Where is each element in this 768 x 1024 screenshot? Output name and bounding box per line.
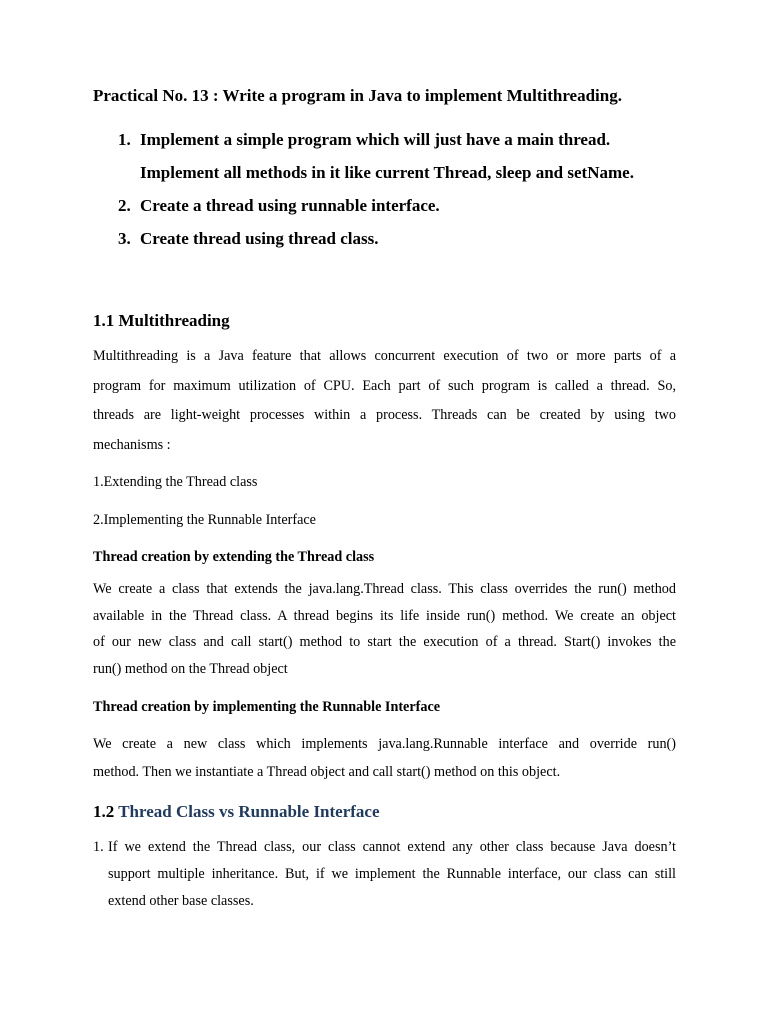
section-number: 1.2 (93, 802, 115, 821)
paragraph-line: method. Then we instantiate a Thread object and call start() method on this object. (93, 764, 561, 780)
extending-thread-paragraph (93, 576, 676, 682)
paragraph-line: mechanisms : (93, 436, 171, 453)
task-text: Implement a simple program which will just have a main thread. (140, 130, 611, 149)
paragraph-line: Multithreading is a Java feature that allows concurrent execution of two or more parts of a (93, 348, 676, 364)
paragraph-line: of our new class and call start() method to start the execution of a thread. Start() invokes the (93, 634, 676, 650)
task-item-1 (118, 130, 678, 154)
paragraph-line: threads are light-weight processes within a process. Threads can be created by using two (93, 407, 676, 423)
task-number: 1. (118, 130, 131, 149)
paragraph-line: extend other base classes. (108, 893, 254, 909)
paragraph-line: We create a class that extends the java.lang.Thread class. This class overrides the run() method (93, 581, 676, 597)
paragraph-line: run() method on the Thread object (93, 660, 288, 677)
task-item-3 (118, 229, 678, 253)
paragraph-line: available in the Thread class. A thread begins its life inside run() method. We create an object (93, 607, 676, 624)
task-text: Create thread using thread class. (140, 229, 379, 248)
list-number: 1. (93, 839, 104, 855)
task-number: 2. (118, 196, 131, 215)
task-text: Create a thread using runnable interface. (140, 196, 440, 215)
subheading-extending-thread: Thread creation by extending the Thread class (93, 549, 375, 565)
paragraph-line: If we extend the Thread class, our class cannot extend any other class because Java doesn’t (108, 839, 676, 855)
list-body (108, 834, 676, 915)
mechanism-item-1: 1.Extending the Thread class (93, 474, 258, 490)
practical-title: Practical No. 13 : Write a program in Java to implement Multithreading. (93, 86, 622, 105)
section-heading-multithreading: 1.1 Multithreading (93, 311, 230, 330)
intro-paragraph (93, 342, 676, 460)
task-number: 3. (118, 229, 131, 248)
task-item-1-continued (118, 163, 678, 187)
paragraph-line: support multiple inheritance. But, if we implement the Runnable interface, our class can still (108, 866, 676, 882)
task-item-2 (118, 196, 678, 220)
section-title: Thread Class vs Runnable Interface (118, 802, 380, 821)
paragraph-line: program for maximum utilization of CPU. Each part of such program is called a thread. So, (93, 377, 676, 394)
subheading-runnable-interface: Thread creation by implementing the Runnable Interface (93, 699, 441, 715)
section-heading-thread-vs-runnable (93, 802, 380, 822)
runnable-paragraph (93, 730, 676, 786)
mechanism-item-2: 2.Implementing the Runnable Interface (93, 512, 316, 528)
paragraph-line: We create a new class which implements java.lang.Runnable interface and override run() (93, 736, 676, 752)
comparison-item-1 (93, 834, 676, 918)
task-text: Implement all methods in it like current Thread, sleep and setName. (140, 163, 634, 182)
